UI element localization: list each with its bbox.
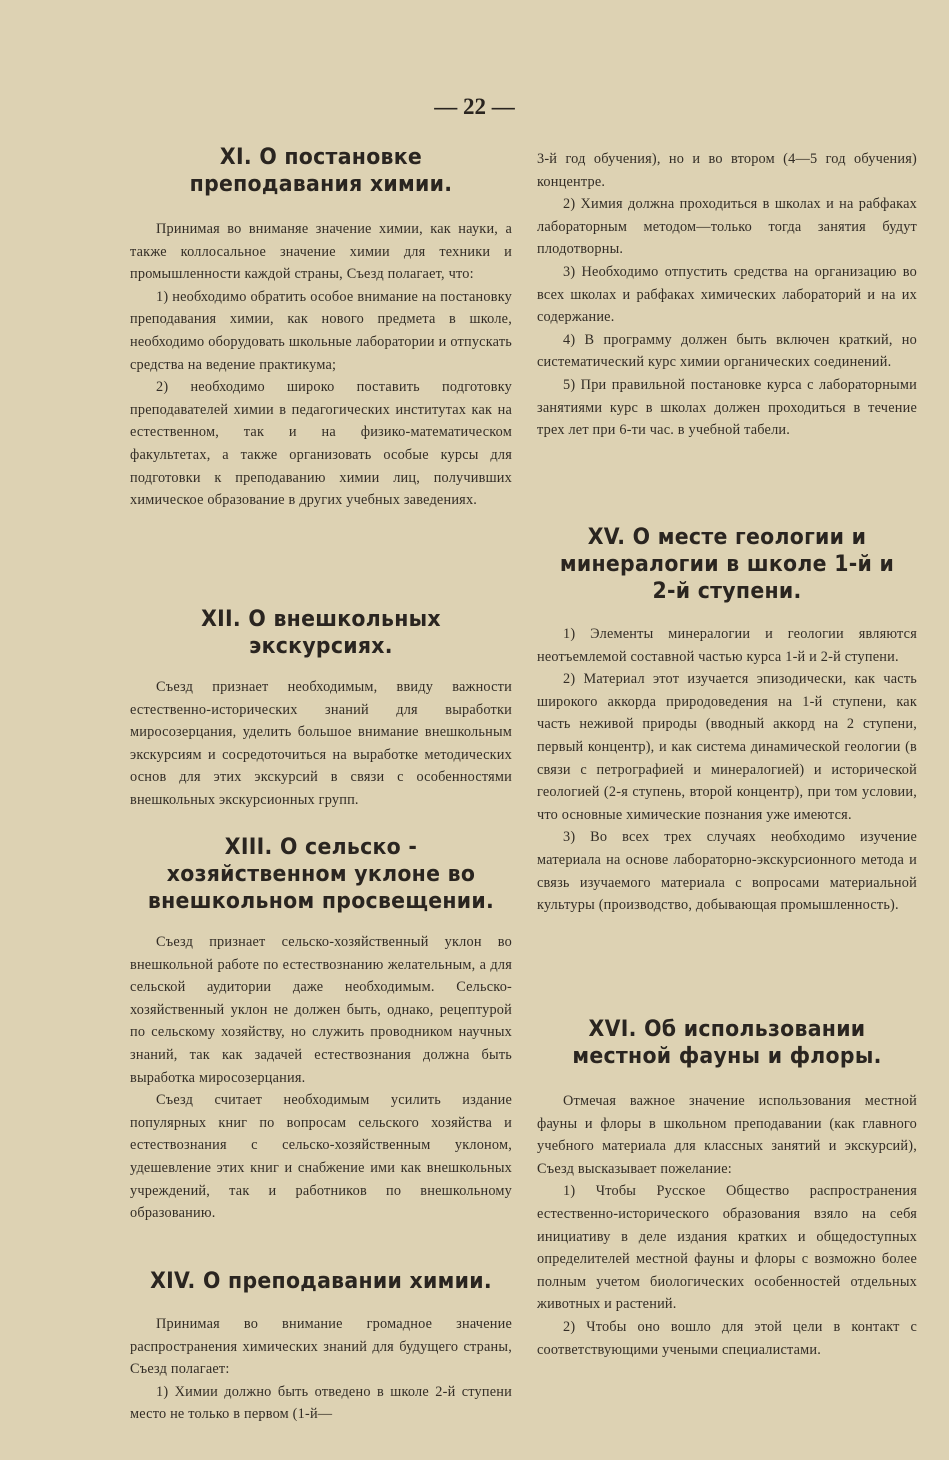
paragraph: 2) Чтобы оно вошло для этой цели в контакт с соответствующими учеными специалистами. [537,1318,917,1358]
section-heading: XII. О внешкольных экскурсиях. [201,607,441,659]
section-xiv [130,1268,512,1426]
paragraph: Съезд считает необходимым усилить издание популярных книг по вопросам сельского хозяйства и естествознания с сельско-хозяйственным уклоном, удешевление этих книг и снабжение ими как внешкольных учреждений, так и работников по внешкольному образованию. [130,1092,512,1222]
paragraph: Принимая во внимание громадное значение распространения химических знаний для будущего страны, Съезд полагает: [130,1316,512,1378]
section-xiii [130,834,512,1225]
paragraph: 2) Материал этот изучается эпизодически, как часть широкого аккорда природоведения на 1-й ступени, как часть неживой природы (вводный аккорд на 2 ступени, первый концентр), и как система динамической геологии (в связи с петрографией и минералогией) и исторической геологией (2-я ступень, второй концентр), при том условии, что основные химические познания уже имеются. [537,671,917,823]
paragraph: Отмечая важное значение использования местной фауны и флоры в школьном преподавании (как главного учебного материала для классных занятий и экскурсий), Съезд высказывает пожелание: [537,1093,917,1177]
paragraph: 3) Во всех трех случаях необходимо изучение материала на основе лабораторно-экскурсионного метода и связь изучаемого материала с вопросами материальной культуры (производство, добывающая промышленность). [537,829,917,914]
paragraph: 1) Химии должно быть отведено в школе 2-й ступени место не только в первом (1-й— [130,1383,512,1423]
section-xi [130,144,512,512]
section-heading: XIII. О сельско - хозяйственном уклоне во внешкольном просвещении. [147,835,495,914]
paragraph: 2) Химия должна проходиться в школах и на рабфаках лабораторным методом—только тогда занятия будут плодотворны. [537,196,917,258]
section-heading: XV. О месте геологии и минералогии в школе 1-й и 2-й ступени. [559,525,895,604]
section-xvi [537,1016,917,1361]
paragraph: 1) необходимо обратить особое внимание на постановку преподавания химии, как нового предмета в школе, необходимо оборудовать школьные лаборатории и отпускать средства на ведение практикума; [130,288,512,373]
paragraph: 2) необходимо широко поставить подготовку преподавателей химии в педагогических институтах как на естественном, так и на физико-математическом факультетах, а также организовать особые курсы для подготовки к преподаванию химии лиц, получивших химическое образование в других учебных заведениях. [130,379,512,509]
paragraph: Принимая во вниманяе значение химии, как науки, а также коллосальное значение химии для техники и промышленности каждой страны, Съезд полагает, что: [130,221,512,283]
paragraph: 1) Чтобы Русское Общество распространения естественно-исторического образования взяло на себя инициативу в деле издания кратких и общедоступных определителей местной фауны и флоры с возможно более полным учетом биологических особенностей отдельных животных и растений. [537,1183,917,1313]
paragraph: 5) При правильной постановке курса с лабораторными занятиями курс в школах должен проходиться в течение трех лет при 6-ти час. в учебной табели. [537,376,917,439]
section-heading: XVI. Об использовании местной фауны и флоры. [572,1017,882,1069]
section-xv [537,524,917,917]
section-xiv-continued [537,148,917,442]
section-heading: XI. О постановке преподавания химии. [189,145,453,197]
section-heading: XIV. О преподавании химии. [150,1269,492,1294]
section-xii [130,606,512,812]
paragraph: 3-й год обучения), но и во втором (4—5 год обучения) концентре. [537,151,917,190]
paragraph: Съезд признает необходимым, ввиду важности естественно-исторических знаний для выработки миросозерцания, уделить большое внимание внешкольным экскурсиям и сосредоточиться на выработке методических основ для этих экскурсий в связи с особенностями внешкольных экскурсионных групп. [130,679,512,808]
page-number: — 22 — [434,94,515,119]
paragraph: Съезд признает сельско-хозяйственный уклон во внешкольной работе по естествознанию желательным, а для сельской аудитории даже необходимым. Сельско-хозяйственный уклон не должен быть, однако, рецептурой по сельскому хозяйству, но служить проводником научных знаний, так как задачей естествознания должна быть выработка миросозерцания. [130,934,512,1086]
paragraph: 3) Необходимо отпустить средства на организацию во всех школах и рабфаках химических лабораторий и на их содержание. [537,263,917,326]
paragraph: 4) В программу должен быть включен краткий, но систематический курс химии органических соединений. [537,331,917,371]
paragraph: 1) Элементы минералогии и геологии являются неотъемлемой составной частью курса 1-й и 2-й ступени. [537,626,917,665]
